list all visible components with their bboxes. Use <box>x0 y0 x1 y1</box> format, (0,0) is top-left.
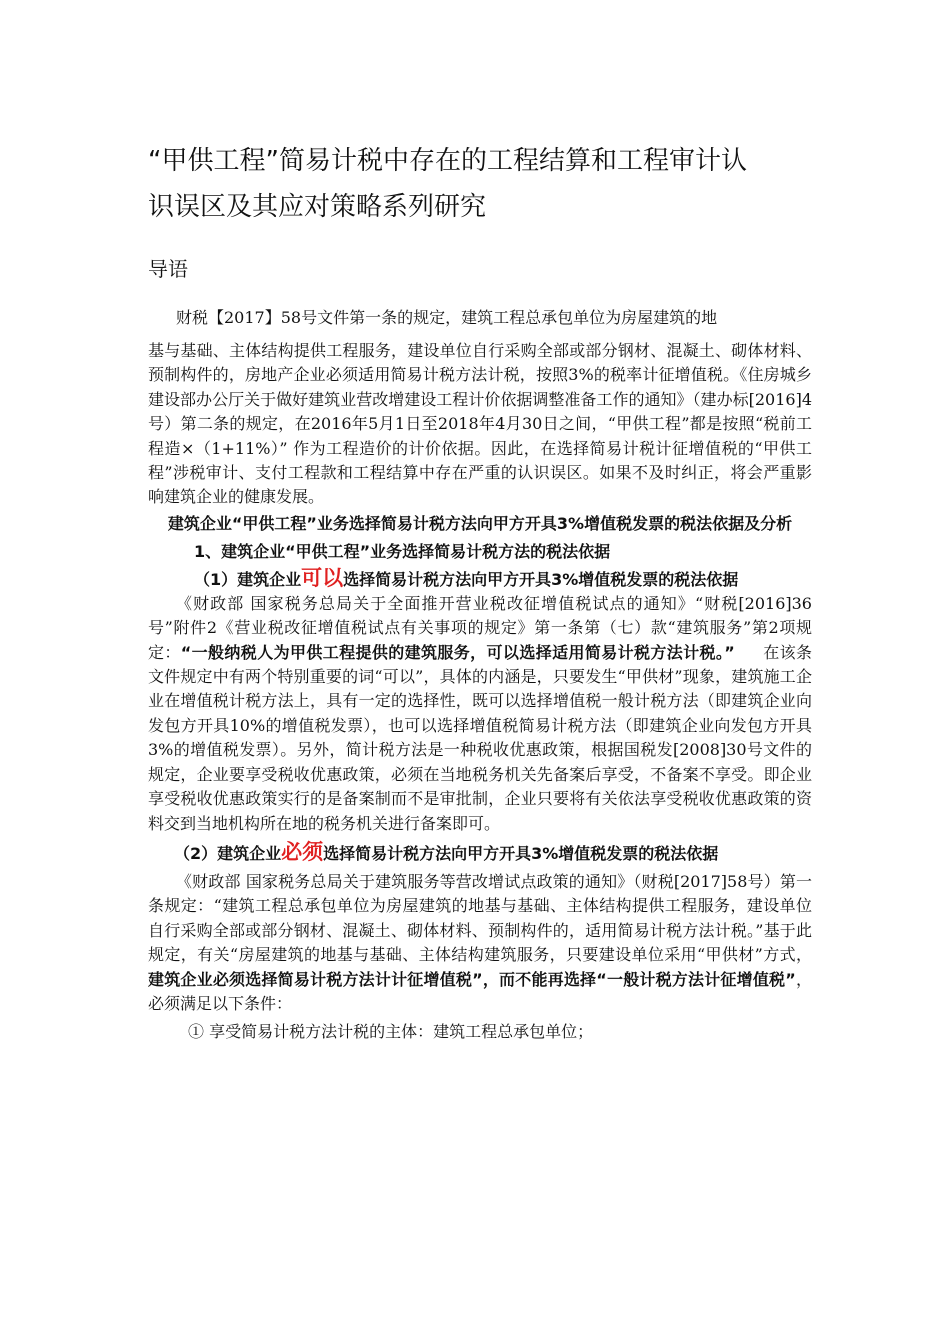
subheading-1b-post: 选择简易计税方法向甲方开具3%增值税发票的税法依据 <box>323 843 719 863</box>
subheading-1: 1、建筑企业“甲供工程”业务选择简易计税方法的税法依据 <box>194 541 611 561</box>
paragraph-3-rest: ，必须满足以下条件： <box>148 969 812 1013</box>
paragraph-3-text: 《财政部 国家税务总局关于建筑服务等营改增试点政策的通知》（财税[2017]58号）第一条规定：“建筑工程总承包单位为房屋建筑的地基与基础、主体结构提供工程服务，建设单位自行采购全部或部分钢材、混凝土、砌体材料、预制构件的，适用简易计税方法计税。”基于此规定，有关“房屋建筑的地基与基础、主体结构建筑服务，只要建设单位采用“甲供材”方式， <box>148 871 812 965</box>
condition-item-1: ① 享受简易计税方法计税的主体：建筑工程总承包单位； <box>188 1022 594 1042</box>
paragraph-2-rest: 在该条文件规定中有两个特别重要的词“可以”，具体的内涵是，只要发生“甲供材”现象，建筑施工企业在增值税计税方法上，具有一定的选择性，既可以选择增值税一般计税方法（即建筑企业向发包方开具10%的增值税发票），也可以选择增值税简易计税方法（即建筑企业向发包方开具3%的增值税发票）。另外，简计税方法是一种税收优惠政策，根据国税发[2008]30号文件的规定，企业要享受税收优惠政策，必须在当地税务机关先备案后享受，不备案不享受。即企业享受税收优惠政策实行的是备案制而不是审批制，企业只要将有关依法享受税收优惠政策的资料交到当地机构所在地的税务机关进行备案即可。 <box>148 642 812 833</box>
subheading-1a-post: 选择简易计税方法向甲方开具3%增值税发票的税法依据 <box>343 569 739 589</box>
title-line-2: 识误区及其应对策略系列研究 <box>148 192 487 222</box>
paragraph-2 <box>148 592 812 836</box>
document-body <box>148 303 812 1044</box>
section-heading: 建筑企业“甲供工程”业务选择简易计税方法向甲方开具3%增值税发票的税法依据及分析 <box>167 513 793 533</box>
emphasis-keyword: 必须 <box>281 839 324 864</box>
lead-heading: 导语 <box>148 257 188 281</box>
intro-paragraph <box>148 303 812 510</box>
paragraph-3 <box>148 870 812 1016</box>
paragraph-2-bold: “一般纳税人为甲供工程提供的建筑服务，可以选择适用简易计税方法计税。” <box>180 642 735 662</box>
subheading-1a-pre: （1）建筑企业 <box>194 569 302 589</box>
subheading-1b <box>148 840 812 866</box>
intro-rest: 基与基础、主体结构提供工程服务，建设单位自行采购全部或部分钢材、混凝土、砌体材料、预制构件的，房地产企业必须适用简易计税方法计税，按照3%的税率计征增值税。《住房城乡建设部办公厅关于做好建筑业营改增建设工程计价依据调整准备工作的通知》（建办标[2016]4号）第二条的规定，在2016年5月1日至2018年4月30日之间，“甲供工程”都是按照“税前工程造×（1+11%）” 作为工程造价的计价依据。因此，在选择简易计税计征增值税的“甲供工程”涉税审计、支付工程款和工程结算中存在严重的认识误区。如果不及时纠正，将会严重影响建筑企业的健康发展。 <box>148 341 812 507</box>
subheading-1b-pre: （2）建筑企业 <box>174 843 282 863</box>
emphasis-keyword: 可以 <box>301 565 344 590</box>
subheading-1a <box>148 566 812 592</box>
title-line-1: “甲供工程”简易计税中存在的工程结算和工程审计认 <box>148 146 747 176</box>
paragraph-3-bold: 建筑企业必须选择简易计税方法计计征增值税”，而不能再选择“一般计税方法计征增值税” <box>148 969 796 989</box>
document-title <box>148 138 828 230</box>
intro-first-line: 财税【2017】58号文件第一条的规定，建筑工程总承包单位为房屋建筑的地 <box>176 308 718 327</box>
paragraph-2-text: 《财政部 国家税务总局关于全面推开营业税改征增值税试点的通知》“财税[2016]36号”附件2《营业税改征增值税试点有关事项的规定》第一条第（七）款“建筑服务”第2项规定： <box>148 593 812 662</box>
